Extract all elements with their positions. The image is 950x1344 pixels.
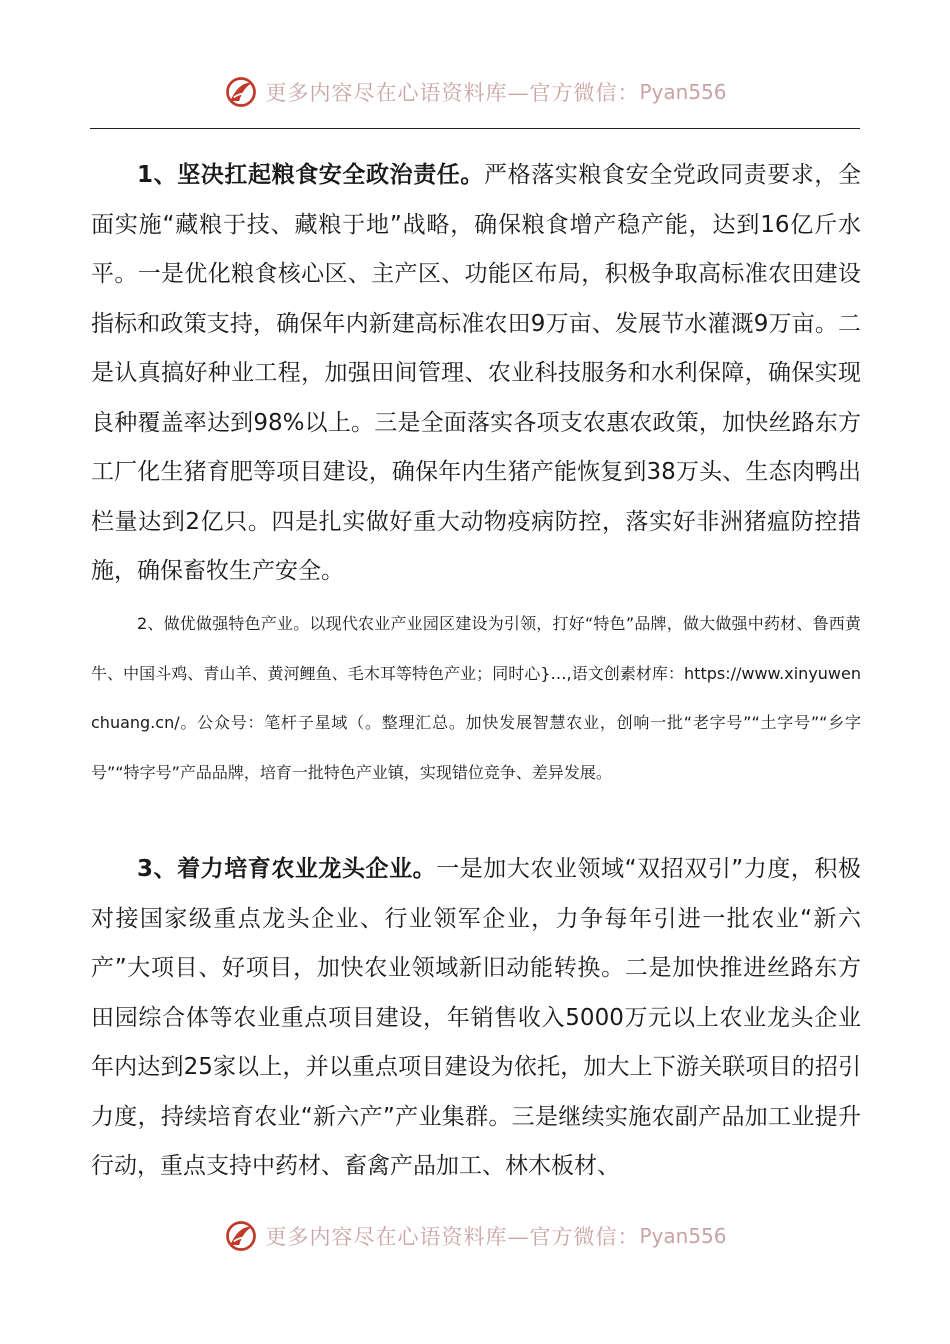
paragraph-body: 2、做优做强特色产业。以现代农业产业园区建设为引领，打好“特色”品牌，做大做强中药材、鲁西黄牛、中国斗鸡、青山羊、黄河鲤鱼、毛木耳等特色产业；同时心}…,语文创素材库：https://www.xinyuwenchuang.cn/。公众号：笔杆子星域（。整理汇总。加快发展智慧农业，创响一批“老字号”“土字号”“乡字号”“特字号”产品品牌，培育一批特色产业镇，实现错位竞争、差异发展。 [91,614,861,782]
paragraph-lead: 3、着力培育农业龙头企业。 [137,856,437,882]
paragraph-specialty-industry [91,599,861,797]
brand-logo-icon [223,1218,259,1254]
brand-logo-icon [223,74,259,110]
paragraph-leading-enterprises [91,845,861,1192]
paragraph-lead: 1、坚决扛起粮食安全政治责任。 [137,162,484,188]
footer-wechat-id: Pyan556 [639,1224,727,1248]
footer-banner-text: 更多内容尽在心语资料库—官方微信： [265,1225,640,1249]
paragraph-body: 严格落实粮食安全党政同责要求，全面实施“藏粮于技、藏粮于地”战略，确保粮食增产稳产能，达到16亿斤水平。一是优化粮食核心区、主产区、功能区布局，积极争取高标准农田建设指标和政策支持，确保年内新建高标准农田9万亩、发展节水灌溉9万亩。二是认真搞好种业工程，加强田间管理、农业科技服务和水利保障，确保实现良种覆盖率达到98%以上。三是全面落实各项支农惠农政策，加快丝路东方工厂化生猪育肥等项目建设，确保年内生猪产能恢复到38万头、生态肉鸭出栏量达到2亿只。四是扎实做好重大动物疫病防控，落实好非洲猪瘟防控措施，确保畜牧生产安全。 [91,162,861,584]
footer-banner [0,1214,950,1258]
header-divider [90,128,860,129]
header-banner [0,70,950,114]
paragraph-grain-security [91,151,861,597]
paragraph-body: 一是加大农业领域“双招双引”力度，积极对接国家级重点龙头企业、行业领军企业，力争每年引进一批农业“新六产”大项目、好项目，加快农业领域新旧动能转换。二是加快推进丝路东方田园综合体等农业重点项目建设，年销售收入5000万元以上农业龙头企业年内达到25家以上，并以重点项目建设为依托，加大上下游关联项目的招引力度，持续培育农业“新六产”产业集群。三是继续实施农副产品加工业提升行动，重点支持中药材、畜禽产品加工、林木板材、 [91,856,861,1179]
header-banner-text: 更多内容尽在心语资料库—官方微信： [265,81,640,105]
header-wechat-id: Pyan556 [639,80,727,104]
